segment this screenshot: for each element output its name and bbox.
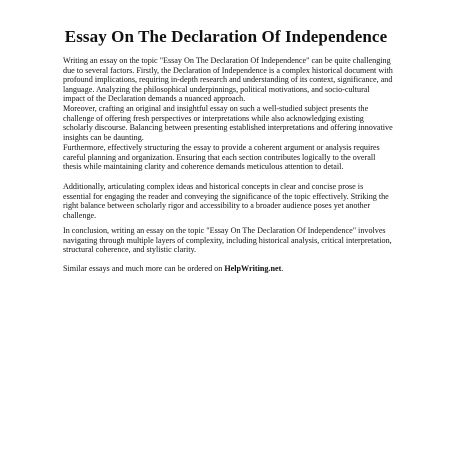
paragraph-1: Writing an essay on the topic "Essay On The Declaration Of Independence" can be quite challenging due to several factors. Firstly, the Declaration of Independence is a complex historical document with profound implications, requiring in-depth research and understanding of its context, significance, and language. Analyzing the philosophical underpinnings, political motivations, and socio-cultural impact of the Declaration demands a nuanced approach. bbox=[63, 56, 393, 104]
closing-suffix: . bbox=[281, 264, 284, 273]
closing-text: Similar essays and much more can be ordered on bbox=[63, 264, 225, 273]
paragraph-4: Additionally, articulating complex ideas and historical concepts in clear and concise prose is essential for engaging the reader and conveying the significance of the topic effectively. Striking the right balance between scholarly rigor and accessibility to a broader audience poses yet another challenge. bbox=[63, 182, 389, 220]
helpwriting-link[interactable]: HelpWriting.net bbox=[224, 264, 282, 273]
paragraph-3: Furthermore, effectively structuring the essay to provide a coherent argument or analysis requires careful planning and organization. Ensuring that each section contributes logically to the overall thesis while maintaining clarity and coherence demands meticulous attention to detail. bbox=[63, 143, 380, 172]
closing-paragraph bbox=[63, 264, 393, 274]
paragraph-5: In conclusion, writing an essay on the topic "Essay On The Declaration Of Independence" involves navigating through multiple layers of complexity, including historical analysis, critical interpretation, structural coherence, and stylistic clarity. bbox=[63, 226, 392, 255]
paragraph-2: Moreover, crafting an original and insightful essay on such a well-studied subject presents the challenge of offering fresh perspectives or interpretations while also acknowledging existing scholarly discourse. Balancing between presenting established interpretations and offering innovative insights can be daunting. bbox=[63, 104, 393, 142]
document-title: Essay On The Declaration Of Independence bbox=[64, 27, 388, 46]
